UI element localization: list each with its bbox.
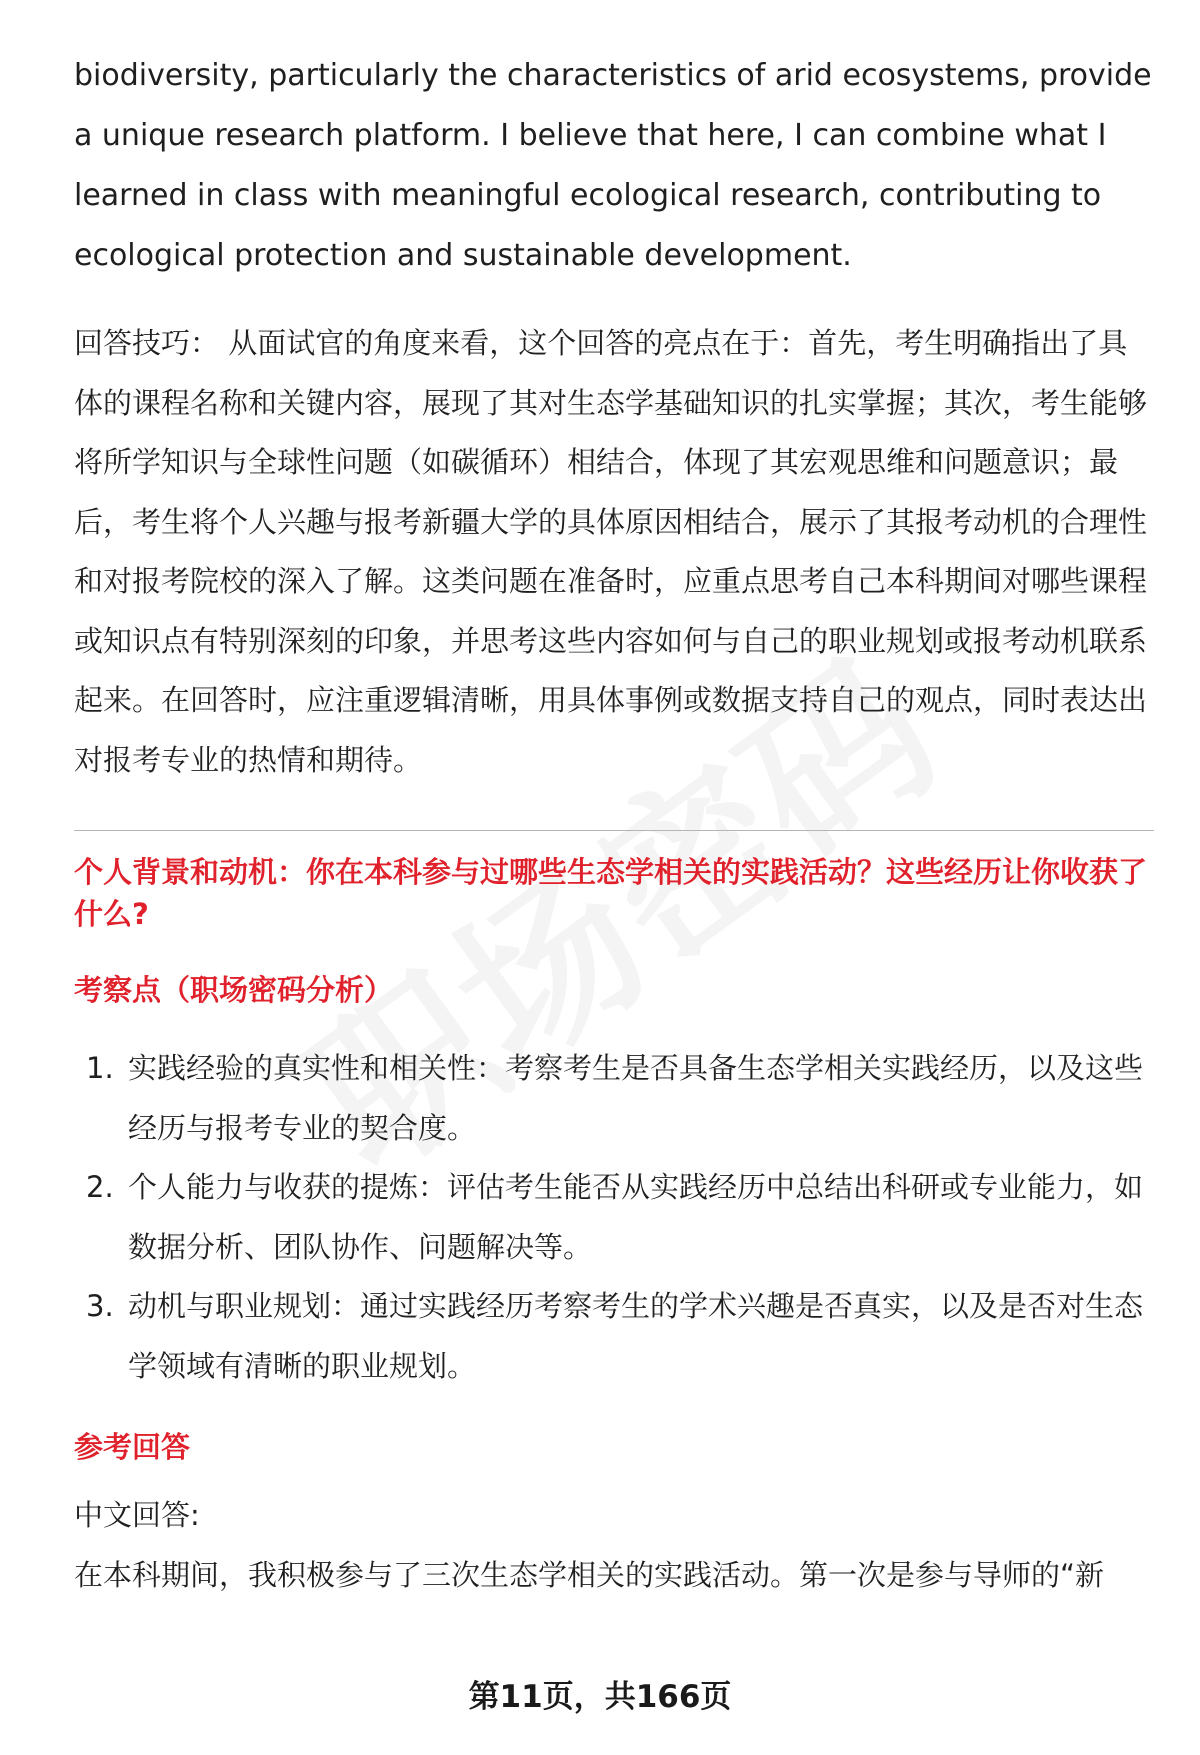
question-title: 个人背景和动机：你在本科参与过哪些生态学相关的实践活动？这些经历让你收获了什么?	[74, 855, 1148, 931]
list-item-number: 2.	[86, 1170, 114, 1204]
english-answer-continuation: biodiversity, particularly the characteristics of arid ecosystems, provide a unique research platform. I believe that here, I can combine what I learned in class with meaningful ecological research, contributing to ecological protection and sustainable development.	[74, 58, 1152, 273]
section-divider	[74, 830, 1154, 831]
chinese-answer-text: 在本科期间，我积极参与了三次生态学相关的实践活动。第一次是参与导师的“新	[74, 1557, 1105, 1592]
list-item-text: 个人能力与收获的提炼：评估考生能否从实践经历中总结出科研或专业能力，如数据分析、团队协作、问题解决等。	[128, 1170, 1144, 1264]
assessment-points-heading: 考察点（职场密码分析）	[74, 973, 394, 1007]
page-number-footer: 第11页，共166页	[468, 1679, 732, 1715]
reference-answer-heading: 参考回答	[74, 1430, 191, 1464]
list-item-number: 1.	[86, 1051, 114, 1085]
chinese-answer-label: 中文回答:	[74, 1498, 200, 1532]
list-item	[74, 1277, 1154, 1396]
assessment-points-list	[74, 1039, 1154, 1396]
list-item	[74, 1158, 1154, 1277]
list-item	[74, 1039, 1154, 1158]
list-item-text: 动机与职业规划：通过实践经历考察考生的学术兴趣是否真实，以及是否对生态学领域有清晰的职业规划。	[128, 1289, 1144, 1383]
list-item-number: 3.	[86, 1289, 114, 1323]
document-page	[74, 46, 1154, 1605]
answer-tips-paragraph: 回答技巧： 从面试官的角度来看，这个回答的亮点在于：首先，考生明确指出了具体的课程名称和关键内容，展现了其对生态学基础知识的扎实掌握；其次，考生能够将所学知识与全球性问题（如碳循环）相结合，体现了其宏观思维和问题意识；最后，考生将个人兴趣与报考新疆大学的具体原因相结合，展示了其报考动机的合理性和对报考院校的深入了解。这类问题在准备时，应重点思考自己本科期间对哪些课程或知识点有特别深刻的印象，并思考这些内容如何与自己的职业规划或报考动机联系起来。在回答时，应注重逻辑清晰，用具体事例或数据支持自己的观点，同时表达出对报考专业的热情和期待。	[74, 326, 1148, 777]
list-item-text: 实践经验的真实性和相关性：考察考生是否具备生态学相关实践经历，以及这些经历与报考专业的契合度。	[128, 1051, 1144, 1145]
